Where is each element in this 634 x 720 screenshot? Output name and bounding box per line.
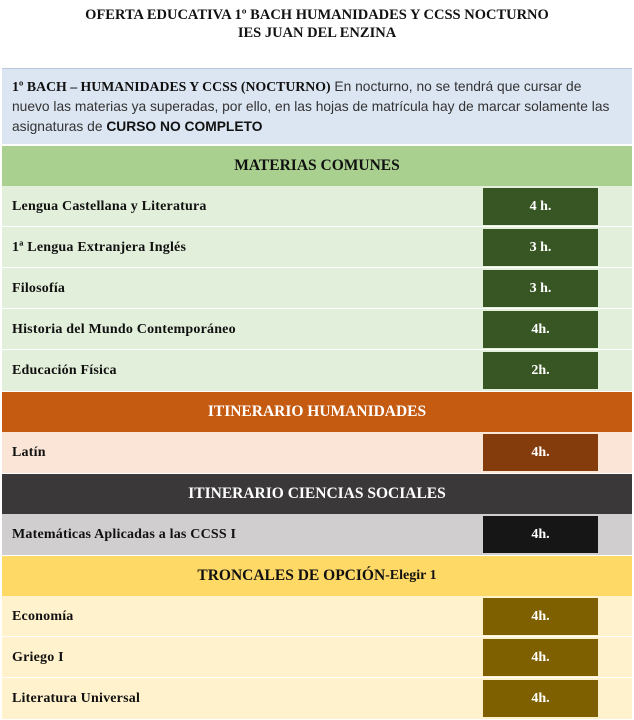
section-title-suffix: -Elegir 1 xyxy=(385,568,437,583)
table-row xyxy=(2,227,632,268)
document-title-line1: OFERTA EDUCATIVA 1º BACH HUMANIDADES Y CCSS NOCTURNO xyxy=(85,7,549,23)
subject-name: Literatura Universal xyxy=(12,691,141,706)
hours-cell: 4h. xyxy=(483,598,598,635)
hours-cell: 2h. xyxy=(483,352,598,389)
subject-name: Educación Física xyxy=(12,363,117,378)
intro-body: En nocturno, no se tendrá que cursar de nuevo las materias ya superadas, por ello, en las hojas de matrícula hay de marcar solamente las asignaturas de xyxy=(12,79,610,134)
subject-name: Latín xyxy=(12,445,46,460)
section-title: TRONCALES DE OPCIÓN xyxy=(197,567,386,584)
subject-name: Lengua Castellana y Literatura xyxy=(12,199,207,214)
hours-cell: 4h. xyxy=(483,434,598,471)
hours-cell: 4h. xyxy=(483,516,598,553)
table-row xyxy=(2,514,632,555)
hours-cell: 4 h. xyxy=(483,188,598,225)
subject-name: Historia del Mundo Contemporáneo xyxy=(12,322,236,337)
table-row xyxy=(2,350,632,391)
subject-name: Matemáticas Aplicadas a las CCSS I xyxy=(12,527,237,542)
hours-cell: 3 h. xyxy=(483,270,598,307)
subject-name: Economía xyxy=(12,609,74,624)
table-row xyxy=(2,186,632,227)
document-title-line2: IES JUAN DEL ENZINA xyxy=(237,25,397,41)
table-row xyxy=(2,678,632,719)
table-row xyxy=(2,309,632,350)
hours-cell: 3 h. xyxy=(483,229,598,266)
section-header-comunes: MATERIAS COMUNES xyxy=(2,146,632,186)
table-row xyxy=(2,596,632,637)
section-header-humanidades: ITINERARIO HUMANIDADES xyxy=(2,392,632,432)
document-title xyxy=(0,6,634,42)
subject-name: Griego I xyxy=(12,650,64,665)
subject-name: 1ª Lengua Extranjera Inglés xyxy=(12,240,187,255)
section-header-ccss: ITINERARIO CIENCIAS SOCIALES xyxy=(2,474,632,514)
section-header-troncales xyxy=(2,556,632,596)
hours-cell: 4h. xyxy=(483,639,598,676)
intro-box xyxy=(2,68,632,144)
table-row xyxy=(2,637,632,678)
hours-cell: 4h. xyxy=(483,311,598,348)
table-row xyxy=(2,432,632,473)
intro-heading: 1º BACH – HUMANIDADES Y CCSS (NOCTURNO) xyxy=(12,79,331,94)
subject-name: Filosofía xyxy=(12,281,66,296)
table-row xyxy=(2,268,632,309)
intro-emphasis: CURSO NO COMPLETO xyxy=(106,119,263,134)
hours-cell: 4h. xyxy=(483,680,598,717)
